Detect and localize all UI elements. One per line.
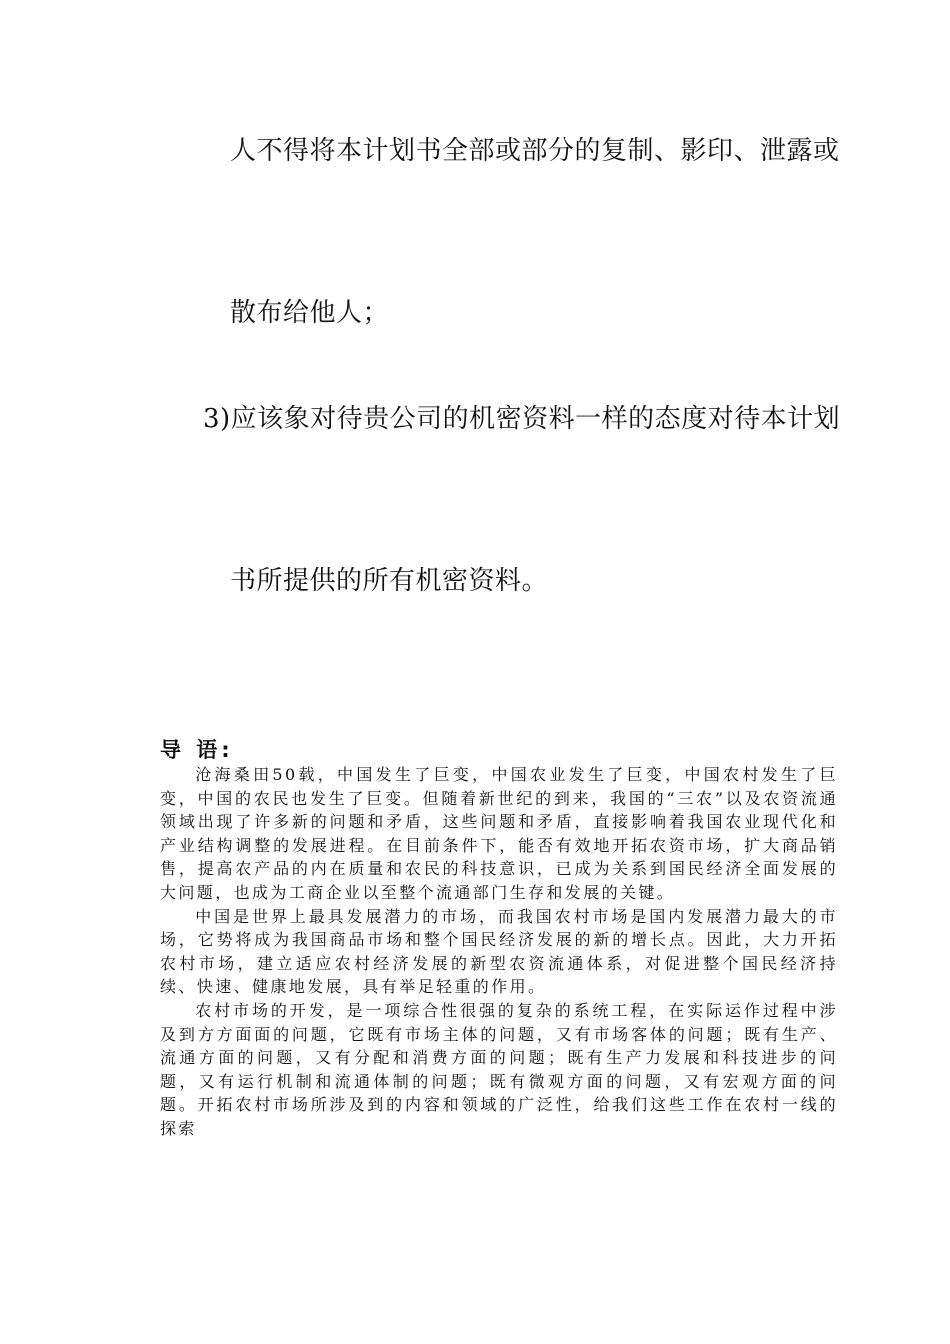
confidentiality-line-2: 散布给他人； (230, 298, 390, 328)
intro-paragraph: 沧海桑田50载，中国发生了巨变，中国农业发生了巨变，中国农村发生了巨变，中国的农民也发生了巨变。但随着新世纪的到来，我国的“三农”以及农资流通领域出现了许多新的问题和矛盾，这些问题和矛盾，直接影响着我国农业现代化和产业结构调整的发展进程。在目前条件下，能否有效地开拓农资市场，扩大商品销售，提高农产品的内在质量和农民的科技意识，已成为关系到国民经济全面发展的大问题，也成为工商企业以至整个流通部门生存和发展的关键。 (160, 765, 838, 902)
intro-heading: 导 语: (160, 738, 234, 762)
confidentiality-line-4: 书所提供的所有机密资料。 (230, 566, 549, 596)
intro-body (160, 763, 838, 1141)
intro-paragraph: 农村市场的开发，是一项综合性很强的复杂的系统工程，在实际运作过程中涉及到方方面面的问题，它既有市场主体的问题，又有市场客体的问题；既有生产、流通方面的问题，又有分配和消费方面的问题；既有生产力发展和科技进步的问题，又有运行机制和流通体制的问题；既有微观方面的问题，又有宏观方面的问题。开拓农村市场所涉及到的内容和领域的广泛性，给我们这些工作在农村一线的探索 (160, 1000, 838, 1138)
confidentiality-line-3: 3)应该象对待贵公司的机密资料一样的态度对待本计划 (203, 404, 841, 434)
intro-paragraph: 中国是世界上最具发展潜力的市场，而我国农村市场是国内发展潜力最大的市场，它势将成为我国商品市场和整个国民经济发展的新的增长点。因此，大力开拓农村市场，建立适应农村经济发展的新型农资流通体系，对促进整个国民经济持续、快速、健康地发展，具有举足轻重的作用。 (160, 906, 838, 997)
confidentiality-line-1: 人不得将本计划书全部或部分的复制、影印、泄露或 (230, 136, 840, 166)
